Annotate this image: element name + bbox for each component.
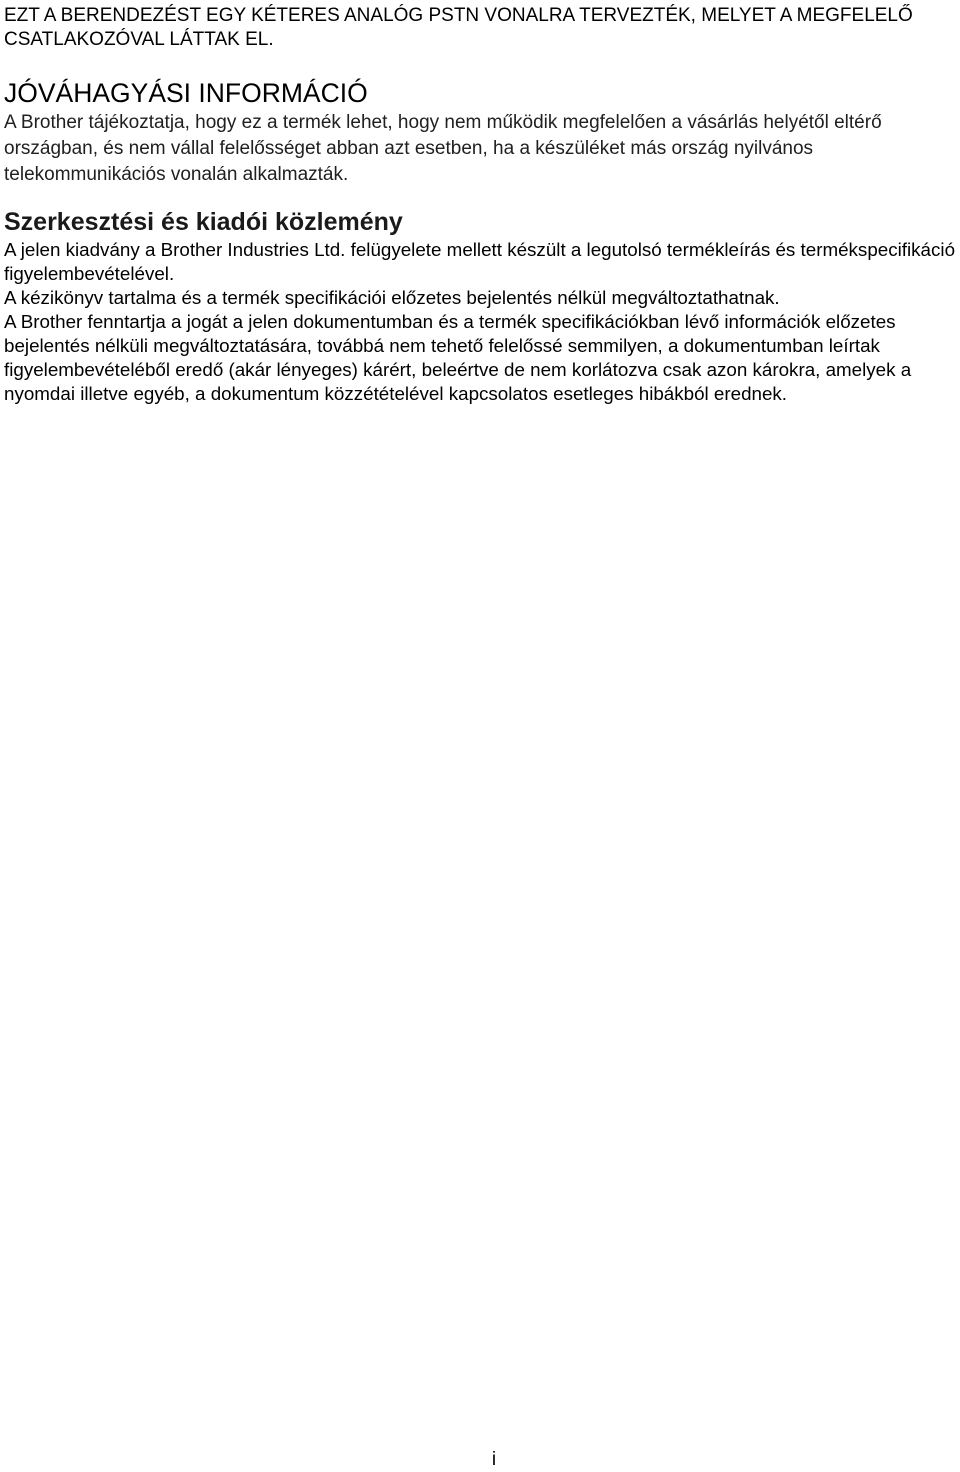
- editorial-heading: Szerkesztési és kiadói közlemény: [4, 208, 403, 236]
- intro-notice: EZT A BERENDEZÉST EGY KÉTERES ANALÓG PSTN VONALRA TERVEZTÉK, MELYET A MEGFELELŐ CSATLAKOZÓVAL LÁTTAK EL.: [4, 5, 913, 50]
- editorial-paragraph: A jelen kiadvány a Brother Industries Ltd. felügyelete mellett készült a legutolsó termékleírás és termékspecifikáció figyelembevételével.: [4, 239, 956, 284]
- editorial-paragraph: A Brother fenntartja a jogát a jelen dokumentumban és a termék specifikációkban lévő információk előzetes bejelentés nélküli megváltoztatására, továbbá nem tehető felelőssé semmilyen, a dokumentumban leírtak figyelembevételéből eredő (akár lényeges) kárért, beleértve de nem korlátozva csak azon károkra, amelyek a nyomdai illetve egyéb, a dokumentum közzétételével kapcsolatos esetleges hibákból erednek.: [4, 311, 912, 404]
- approval-text: A Brother tájékoztatja, hogy ez a termék lehet, hogy nem működik megfelelően a vásárlás helyétől eltérő országban, és nem vállal felelősséget abban azt esetben, ha a készüléket más ország nyilvános telekommunikációs vonalán alkalmazták.: [4, 112, 882, 185]
- document-page: [4, 4, 958, 406]
- editorial-paragraph: A kézikönyv tartalma és a termék specifikációi előzetes bejelentés nélkül megváltoztathatnak.: [4, 287, 780, 308]
- approval-heading: JÓVÁHAGYÁSI INFORMÁCIÓ: [4, 78, 368, 108]
- editorial-body: [4, 238, 958, 406]
- page-number: i: [491, 1449, 497, 1470]
